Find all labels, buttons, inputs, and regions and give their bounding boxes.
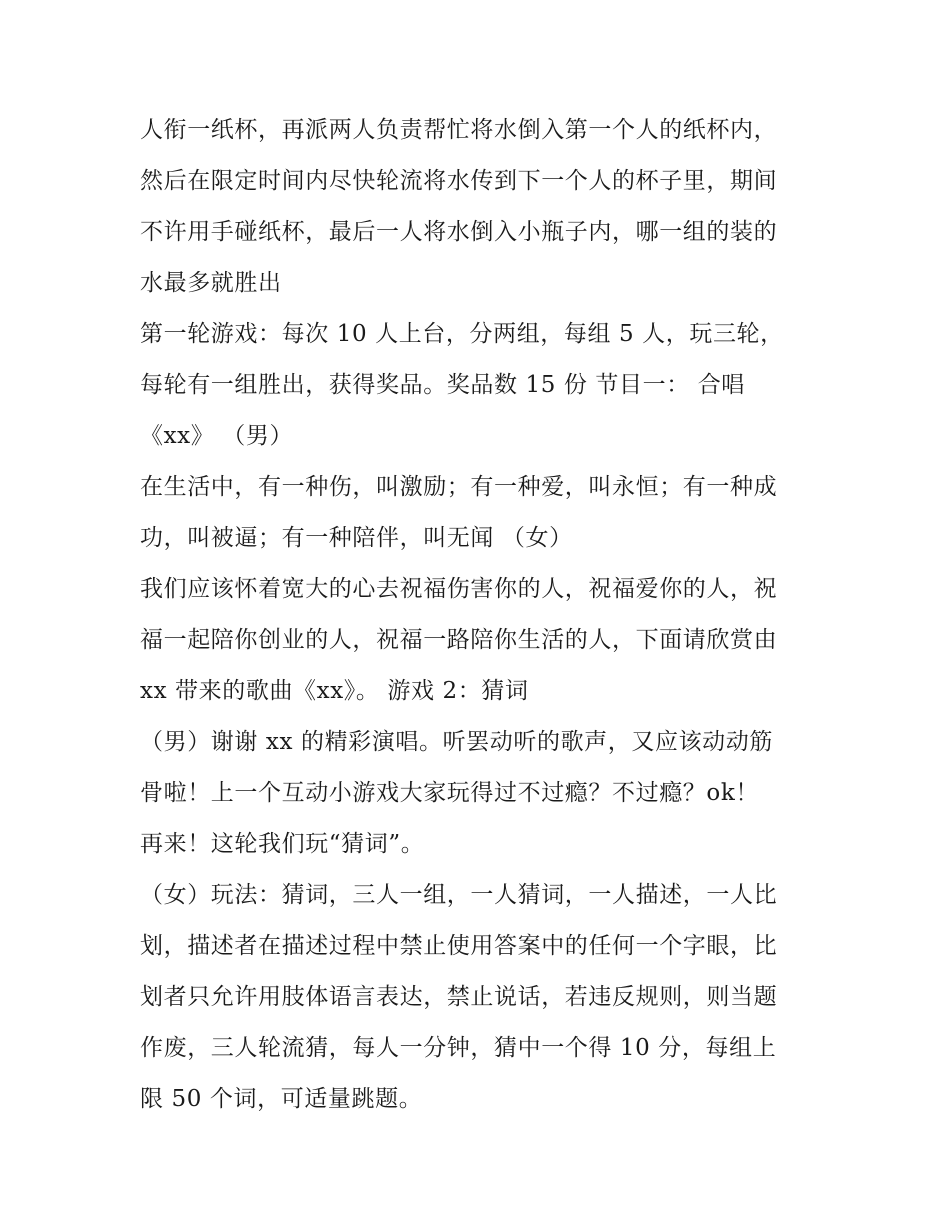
text-line: 水最多就胜出 (140, 270, 282, 296)
text-line: 不许用手碰纸杯，最后一人将水倒入小瓶子内，哪一组的装的 (140, 219, 778, 245)
text-line: 限 50 个词，可适量跳题。 (140, 1086, 423, 1112)
text-line: 划者只允许用肢体语言表达，禁止说话，若违反规则，则当题 (140, 984, 778, 1010)
text-line: 功，叫被逼；有一种陪伴，叫无闻 （女） (140, 525, 573, 551)
text-line: 每轮有一组胜出，获得奖品。奖品数 15 份 节目一： 合唱 (140, 372, 745, 398)
text-line: 福一起陪你创业的人，祝福一路陪你生活的人，下面请欣赏由 (140, 627, 778, 653)
text-line: xx 带来的歌曲《xx》。 游戏 2：猜词 (140, 678, 529, 704)
text-line: 在生活中，有一种伤，叫激励；有一种爱，叫永恒；有一种成 (140, 474, 778, 500)
text-line: （女）玩法：猜词，三人一组，一人猜词，一人描述，一人比 (140, 882, 778, 908)
text-line: 作废，三人轮流猜，每人一分钟，猜中一个得 10 分，每组上 (140, 1035, 777, 1061)
text-line: （男）谢谢 xx 的精彩演唱。听罢动听的歌声，又应该动动筋 (140, 729, 773, 755)
text-line: 《xx》 （男） (140, 423, 294, 449)
text-line: 再来！这轮我们玩“猜词”。 (140, 831, 425, 857)
text-line: 第一轮游戏：每次 10 人上台，分两组，每组 5 人，玩三轮， (140, 321, 784, 347)
document-body (140, 105, 820, 1125)
text-line: 然后在限定时间内尽快轮流将水传到下一个人的杯子里，期间 (140, 168, 778, 194)
text-line: 骨啦！上一个互动小游戏大家玩得过不过瘾？不过瘾？ok！ (140, 780, 759, 806)
text-line: 划，描述者在描述过程中禁止使用答案中的任何一个字眼，比 (140, 933, 778, 959)
text-line: 人衔一纸杯，再派两人负责帮忙将水倒入第一个人的纸杯内， (140, 117, 778, 143)
text-line: 我们应该怀着宽大的心去祝福伤害你的人，祝福爱你的人，祝 (140, 576, 778, 602)
